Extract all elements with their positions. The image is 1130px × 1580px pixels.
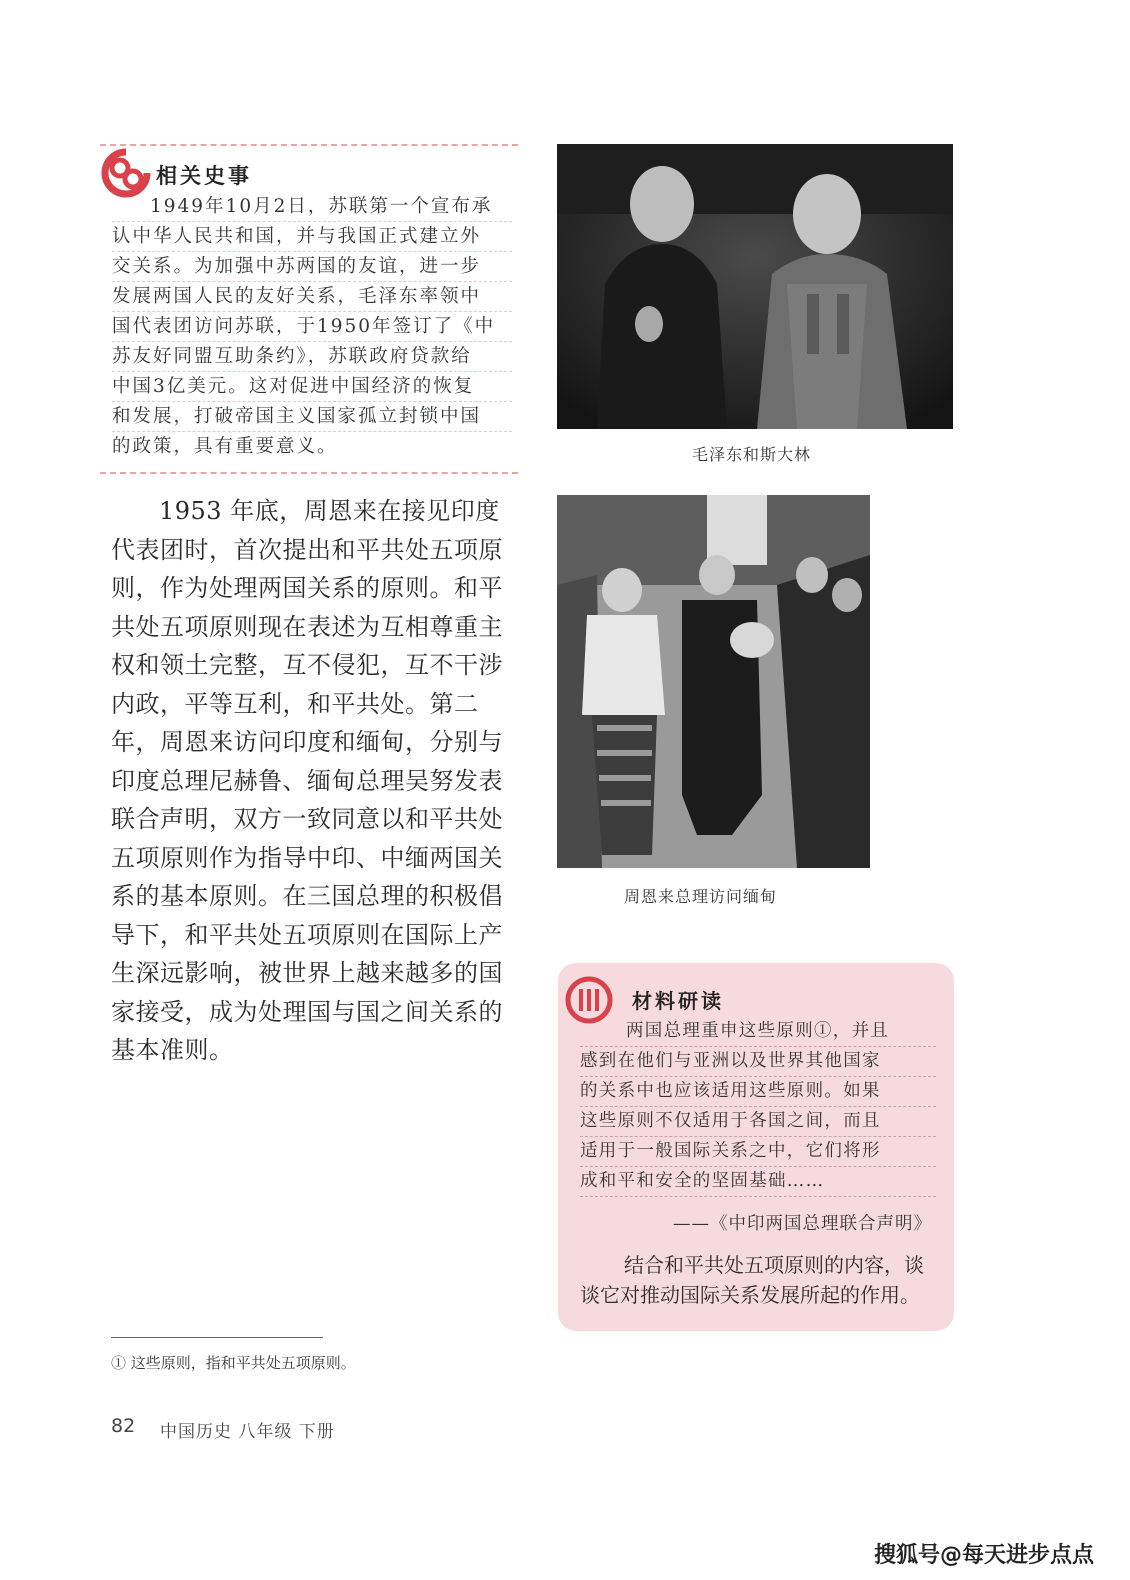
question-line: 谈它对推动国际关系发展所起的作用。 [580, 1283, 920, 1307]
question-line: 结合和平共处五项原则的内容，谈 [624, 1253, 924, 1277]
body-line: 代表团时，首次提出和平共处五项原 [111, 535, 503, 564]
related-history-box [100, 140, 518, 476]
body-line: 年，周恩来访问印度和缅甸，分别与 [111, 728, 503, 756]
body-line: 联合声明，双方一致同意以和平共处 [111, 805, 503, 833]
bottom-divider [100, 472, 518, 474]
photo-zhou-burma-image [557, 495, 870, 868]
body-line: 内政，平等互利，和平共处。第二 [111, 689, 479, 718]
material-line: 这些原则不仅适用于各国之间，而且 [580, 1107, 936, 1137]
material-source: ——《中印两国总理联合声明》 [673, 1214, 932, 1234]
top-divider [100, 144, 518, 146]
body-line: 生深远影响，被世界上越来越多的国 [111, 959, 503, 987]
footnote: ① 这些原则，指和平共处五项原则。 [111, 1354, 356, 1372]
related-line: 1949年10月2日，苏联第一个宣布承 [112, 192, 512, 222]
watermark: 搜狐号@每天进步点点 [873, 1543, 1094, 1568]
related-history-text [112, 192, 512, 461]
related-line: 交关系。为加强中苏两国的友谊，进一步 [112, 252, 512, 282]
material-reading-heading: 材料研读 [632, 989, 724, 1013]
material-line: 感到在他们与亚洲以及世界其他国家 [580, 1047, 936, 1077]
book-title: 中国历史 八年级 下册 [160, 1422, 335, 1442]
material-line: 两国总理重申这些原则①，并且 [580, 1017, 936, 1047]
related-history-icon [100, 148, 152, 198]
footnote-rule [111, 1337, 323, 1338]
material-reading-text [580, 1017, 936, 1197]
page-number: 82 [111, 1415, 136, 1437]
body-line: 家接受，成为处理国与国之间关系的 [111, 997, 503, 1026]
body-line: 共处五项原则现在表述为互相尊重主 [111, 612, 503, 641]
related-history-heading: 相关史事 [156, 164, 252, 188]
body-line: 基本准则。 [111, 1036, 234, 1064]
photo-mao-stalin-image [557, 144, 953, 429]
related-line: 国代表团访问苏联，于1950年签订了《中 [112, 312, 512, 342]
material-line: 适用于一般国际关系之中，它们将形 [580, 1137, 936, 1167]
main-body-text [111, 492, 513, 1070]
caption-zhou-burma: 周恩来总理访问缅甸 [624, 887, 778, 906]
body-line: 印度总理尼赫鲁、缅甸总理吴努发表 [111, 766, 503, 795]
related-line: 发展两国人民的友好关系，毛泽东率领中 [112, 282, 512, 312]
body-line: 则，作为处理两国关系的原则。和平 [111, 574, 503, 602]
related-line: 中国3亿美元。这对促进中国经济的恢复 [112, 372, 512, 402]
body-line: 五项原则作为指导中印、中缅两国关 [111, 843, 503, 872]
material-question [580, 1250, 940, 1310]
body-line: 系的基本原则。在三国总理的积极倡 [111, 882, 503, 910]
material-reading-box [558, 963, 954, 1331]
body-line: 1953 年底，周恩来在接见印度 [159, 497, 500, 525]
related-line: 的政策，具有重要意义。 [112, 436, 338, 457]
related-line: 和发展，打破帝国主义国家孤立封锁中国 [112, 402, 512, 432]
caption-mao-stalin: 毛泽东和斯大林 [692, 445, 812, 464]
photo-zhou-burma [557, 495, 870, 868]
related-line: 苏友好同盟互助条约》，苏联政府贷款给 [112, 342, 512, 372]
body-line: 导下，和平共处五项原则在国际上产 [111, 920, 503, 949]
related-line: 认中华人民共和国，并与我国正式建立外 [112, 222, 512, 252]
photo-mao-stalin [557, 144, 953, 429]
material-line: 成和平和安全的坚固基础…… [580, 1167, 936, 1197]
material-line: 的关系中也应该适用这些原则。如果 [580, 1077, 936, 1107]
body-line: 权和领土完整，互不侵犯，互不干涉 [111, 651, 503, 679]
